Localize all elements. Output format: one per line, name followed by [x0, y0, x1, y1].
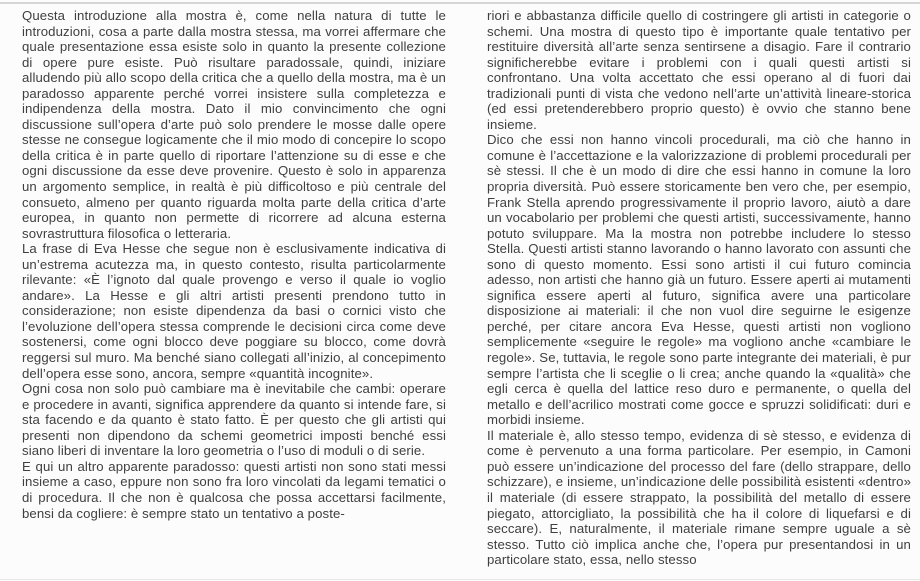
scan-edge-top — [0, 2, 920, 4]
paragraph: Il materiale è, allo stesso tempo, evidenza di sè stesso, e evidenza di come è pervenuto a una forma particolare. Per esempio, in Camoni può essere un’indicazione del processo del fare (dello strappare, dello schizzare), e insieme, un’indicazione delle possibilità esistenti «dentro» il materiale (di essere strappato, la possibilità del metallo di essere piegato, attorcigliato, la possibilità che ha il colore di liquefarsi e di seccare). E, naturalmente, il materiale rimane sempre uguale a sè stesso. Tutto ciò implica anche che, l’opera pur presentandosi in un particolare stato, essa, nello stesso — [487, 427, 911, 568]
paragraph: Ogni cosa non solo può cambiare ma è inevitabile che cambi: operare e procedere in avanti, significa apprendere da quanto si intende fare, si sta facendo e da quanto è stato fatto. È per questo che gli artisti qui presenti non dipendono da schemi geometrici imposti benché essi siano liberi di inventare la loro geometria o l’uso di moduli o di serie. — [22, 381, 446, 459]
paragraph: La frase di Eva Hesse che segue non è esclusivamente indicativa di un’estrema acutezza ma, in questo contesto, risulta particolarmente rilevante: «È l’ignoto dal quale provengo e verso il quale io voglio andare». La Hesse e gli altri artisti presenti prendono tutto in considerazione; non esiste dipendenza da basi o cornici visto che l’evoluzione dell’opera stessa comprende le decisioni circa come deve sostenersi, come ogni blocco deve poggiare su blocco, come dovrà reggersi sul muro. Ma benché siano collegati all’inizio, al concepimento dell’opera esse sono, ancora, sempre «quantità incognite». — [22, 241, 446, 381]
paragraph: Dico che essi non hanno vincoli procedurali, ma ciò che hanno in comune è l’accettazione e la valorizzazione di problemi procedurali per sè stessi. Il che è un modo di dire che essi hanno in comune la loro propria diversità. Può essere storicamente ben vero che, per esempio, Frank Stella aprendo progressivamente il proprio lavoro, aiutò a dare un vocabolario per problemi che questi artisti, successivamente, hanno potuto sviluppare. Ma la mostra non potrebbe includere lo stesso Stella. Questi artisti stanno lavorando o hanno lavorato con assunti che sono di questo momento. Essi sono artisti il cui futuro comincia adesso, non artisti che hanno già un futuro. Essere aperti ai mutamenti significa essere aperti al futuro, significa avere una particolare disposizione ai materiali: il che non vuol dire seguirne le esigenze perché, per citare ancora Eva Hesse, questi artisti non vogliono semplicemente «seguire le regole» ma vogliono anche «cambiare le regole». Se, tuttavia, le regole sono parte integrante dei materiali, è pur sempre l’artista che li sceglie o li crea; anche quando la «qualità» che egli cerca è quella del lattice reso duro e permanente, o quella del metallo e dell’acrilico mostrati come gocce e spruzzi solidificati: duri e morbidi insieme. — [487, 132, 911, 428]
paragraph: E qui un altro apparente paradosso: questi artisti non sono stati messi insieme a caso, eppure non sono fra loro vincolati da legami tematici o di procedura. Il che non è qualcosa che possa accettarsi facilmente, bensi da cogliere: è sempre stato un tentativo a poste- — [22, 458, 446, 521]
left-column — [22, 8, 446, 521]
paragraph: riori e abbastanza difficile quello di costringere gli artisti in categorie o schemi. Una mostra di questo tipo è importante quale tentativo per restituire diversità all’arte senza sentirsene a disagio. Fare il contrario significherebbe evitare i problemi con i quali questi artisti si confrontano. Una volta accettato che essi operano al di fuori dai tradizionali punti di vista che vedono nell’arte un’attività lineare-storica (ed essi pretenderebbero proprio questo) è ovvio che stanno bene insieme. — [487, 8, 911, 132]
scan-edge-bottom — [0, 579, 920, 580]
right-column — [487, 8, 911, 568]
paragraph: Questa introduzione alla mostra è, come nella natura di tutte le introduzioni, cosa a parte dalla mostra stessa, ma vorrei affermare che quale presentazione essa esiste solo in quanto la presente collezione di opere pure esiste. Può risultare paradossale, quindi, iniziare alludendo più allo scopo della critica che a quello della mostra, ma è un paradosso apparente perché vorrei insistere sulla completezza e indipendenza della mostra. Dato il mio convincimento che ogni discussione sull’opera d’arte può solo prendere le mosse dalle opere stesse ne consegue logicamente che il mio modo di concepire lo scopo della critica è in parte quello di riportare l’attenzione su di esse e che ogni discussione da esse deve provenire. Questo è solo in apparenza un argomento semplice, in realtà è più difficoltoso e più centrale del consueto, almeno per quanto riguarda molta parte della critica d’arte europea, in quanto non permette di ricorrere ad alcuna esterna sovrastruttura filosofica o letteraria. — [22, 8, 446, 241]
